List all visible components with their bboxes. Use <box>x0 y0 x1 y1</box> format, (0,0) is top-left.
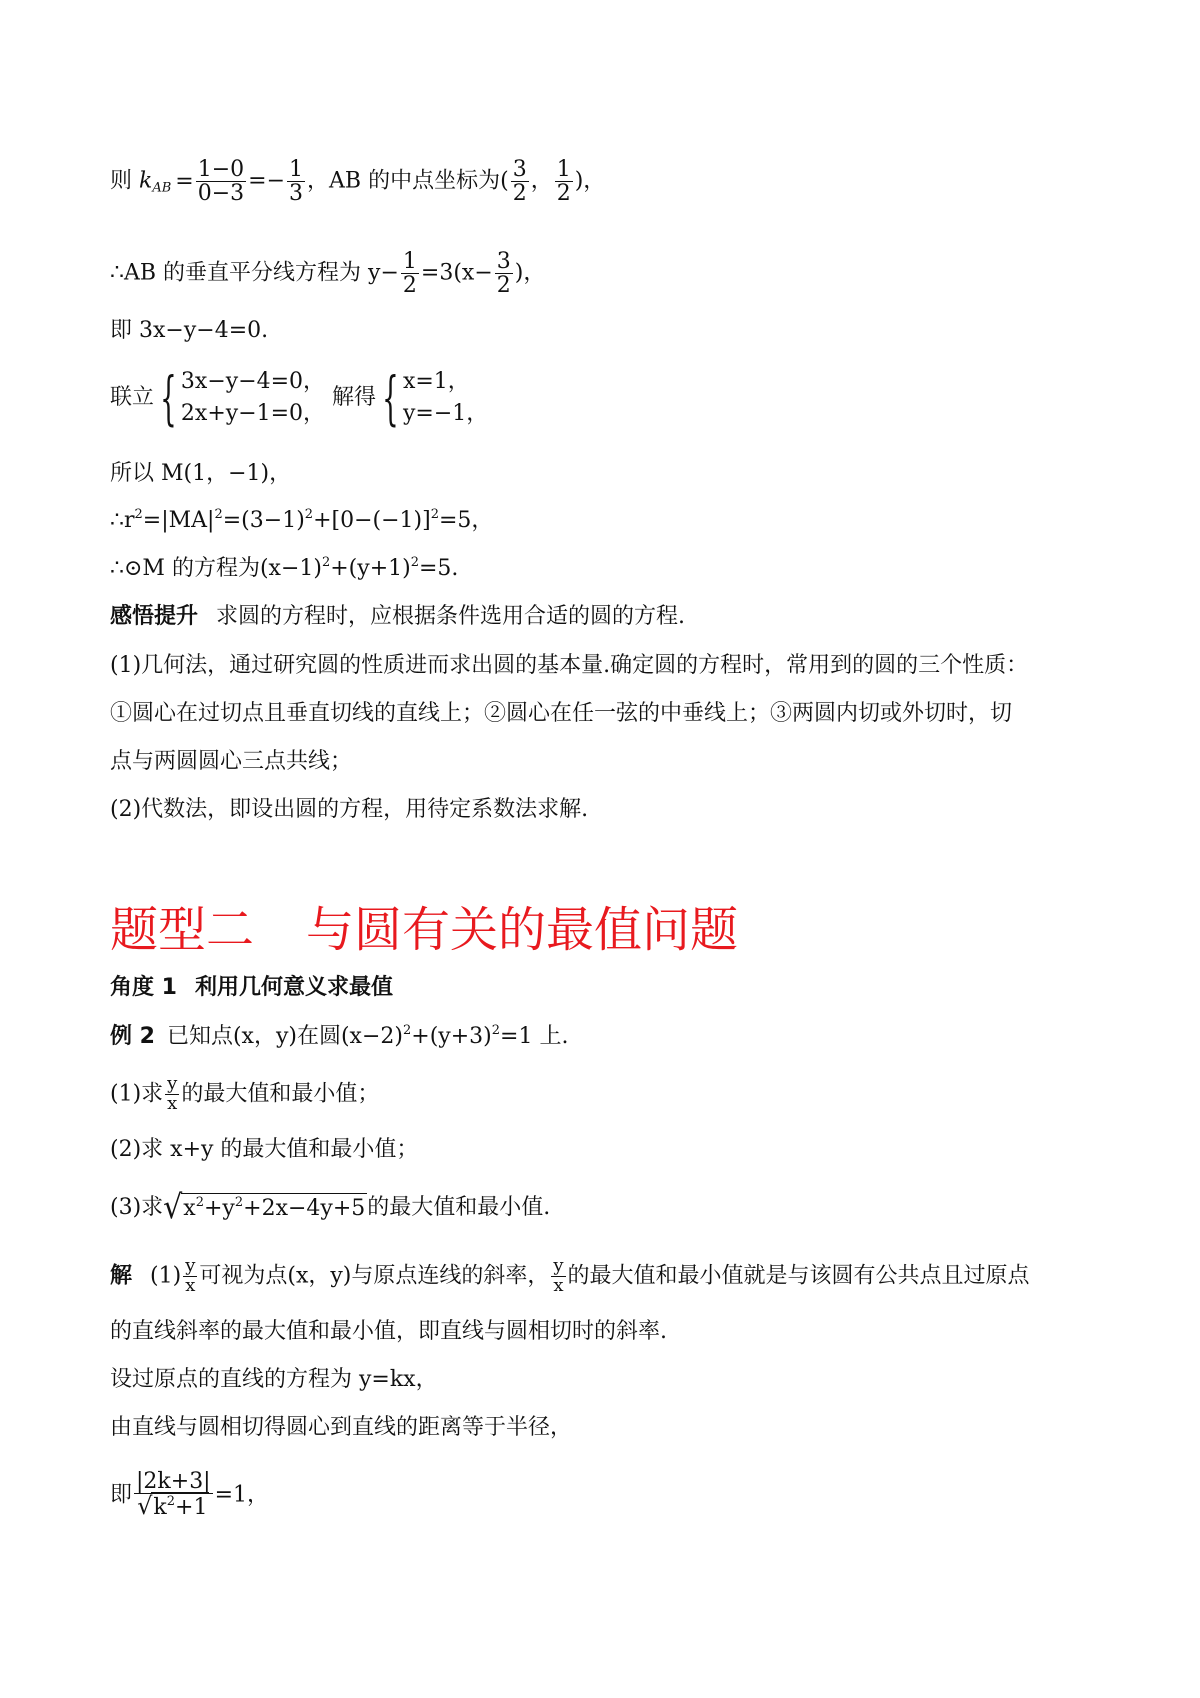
question-1: (1)求 $\frac{y}{x}$ 的最大值和最小值； <box>110 1073 380 1114</box>
question-2: (2)求 x+y 的最大值和最小值； <box>110 1137 419 1162</box>
example-label: 例 2 <box>110 1024 155 1049</box>
section-title: 题型二 与圆有关的最值问题 <box>110 902 739 958</box>
insight-line: 感悟提升 求圆的方程时，应根据条件选用合适的圆的方程. <box>110 604 686 629</box>
solution-line-slope: 则 $k_{AB}$ = $\frac{1-0}{0-3}$ =− $\frac{1}{3}$ ，AB 的中点坐标为( $\frac{3}{2}$ ， $\frac{1}{2}$ )， <box>110 157 606 207</box>
fraction: $\frac{3}{2}$ <box>512 157 527 207</box>
fraction: $\frac{1}{2}$ <box>402 249 417 299</box>
question-3: (3)求 √ $x^2+y^2+2x-4y+5$ 的最大值和最小值. <box>110 1188 551 1227</box>
insight-paragraph: ①圆心在过切点且垂直切线的直线上；②圆心在任一弦的中垂线上；③两圆内切或外切时，切 <box>110 701 1013 726</box>
solution-label: 解 <box>110 1263 133 1289</box>
solution-line-4: 由直线与圆相切得圆心到直线的距离等于半径， <box>110 1415 573 1440</box>
solution-line-3: 设过原点的直线的方程为 y=kx， <box>110 1367 438 1392</box>
equation-system: 3x−y−4=0， 2x+y−1=0， <box>180 369 326 426</box>
insight-paragraph: (1)几何法，通过研究圆的性质进而求出圆的基本量.确定圆的方程时，常用到的圆的三个性质： <box>110 653 1029 678</box>
solution-line-radius: $\therefore r^2=|MA|^2=(3-1)^2+[0-(-1)]^2=5$， <box>110 507 494 533</box>
fraction: $\frac{y}{x}$ <box>185 1255 196 1296</box>
fraction: $\frac{3}{2}$ <box>496 249 511 299</box>
insight-paragraph: (2)代数法，即设出圆的方程，用待定系数法求解. <box>110 797 589 822</box>
solution-line-5: 即 $\frac{|2k+3|}{√k^2+1}$ =1， <box>110 1469 270 1521</box>
solution-system: x=1， y=−1， <box>402 369 489 426</box>
solution-line-1: 解 (1) $\frac{y}{x}$ 可视为点(x，y)与原点连线的斜率， $\frac{y}{x}$ 的最大值和最小值就是与该圆有公共点且过原点 <box>110 1255 1030 1296</box>
solution-line-2: 的直线斜率的最大值和最小值，即直线与圆相切时的斜率. <box>110 1319 667 1344</box>
fraction: $\frac{y}{x}$ <box>553 1255 564 1296</box>
solution-line-center: 所以 M(1，−1)， <box>110 461 292 486</box>
solution-line-system: 联立 { 3x−y−4=0， 2x+y−1=0， 解得 { x=1， y=−1， <box>110 363 489 432</box>
angle-heading: 角度 1 利用几何意义求最值 <box>110 975 393 1000</box>
solution-line-bisector: ∴AB 的垂直平分线方程为 y− $\frac{1}{2}$ =3(x− $\frac{3}{2}$ )， <box>110 249 546 299</box>
fraction: $\frac{y}{x}$ <box>167 1073 178 1114</box>
solution-line-equation: 即 3x−y−4=0. <box>110 318 269 343</box>
insight-paragraph: 点与两圆圆心三点共线； <box>110 749 353 774</box>
square-root: $√k^2+1$ <box>137 1492 208 1521</box>
solution-line-circle: ∴⊙M 的方程为$(x-1)^2+(y+1)^2=5$. <box>110 555 459 581</box>
fraction: $\frac{1}{3}$ <box>289 157 304 207</box>
square-root: √ $x^2+y^2+2x-4y+5$ <box>163 1188 366 1227</box>
fraction: $\frac{1-0}{0-3}$ <box>197 157 245 207</box>
fraction: $\frac{|2k+3|}{√k^2+1}$ <box>136 1469 211 1521</box>
fraction: $\frac{1}{2}$ <box>556 157 571 207</box>
example-statement: 例 2 已知点(x，y)在圆$(x-2)^2+(y+3)^2=1$ 上. <box>110 1023 569 1049</box>
insight-label: 感悟提升 <box>110 604 199 629</box>
